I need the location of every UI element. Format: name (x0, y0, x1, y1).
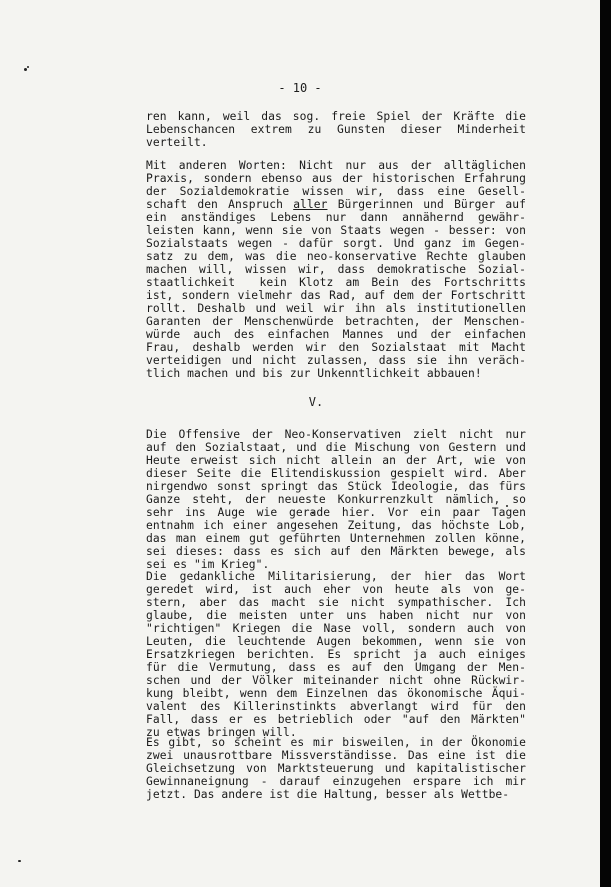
text-line: Die gedankliche Militarisierung, der hier das Wort (146, 570, 526, 583)
text-line: sei dieses: dass es sich auf den Märkten bewege, als (146, 545, 526, 558)
text-line: Heute erweist sich nicht allein an der Art, wie von (146, 454, 526, 467)
text-line: für die Vermutung, dass es auf den Umgang der Men- (146, 661, 526, 674)
text-line: ist, sondern vielmehr das Rad, auf dem der Fortschritt (146, 289, 526, 302)
text-line: auf den Sozialstaat, und die Mischung von Gestern und (146, 441, 526, 454)
text-line: satz zu dem, was die neo-konservative Rechte glauben (146, 250, 526, 263)
text-line: schaft den Anspruch aller Bürgerinnen und Bürger auf (146, 198, 526, 211)
text-line: geredet wird, ist auch eher von heute als von ge- (146, 583, 526, 596)
section-heading: V. (308, 395, 324, 409)
paragraph-4 (146, 570, 526, 739)
text-line: rollt. Deshalb und weil wir ihn als institutionellen (146, 302, 526, 315)
text-line: der Sozialdemokratie wissen wir, dass eine Gesell- (146, 185, 526, 198)
text-line: jetzt. Das andere ist die Haltung, besser als Wettbe- (146, 788, 510, 801)
text-line: Ersatzkriegen berichten. Es spricht ja auch einiges (146, 648, 526, 661)
scan-speck (18, 860, 21, 862)
text-line: verteilt. (146, 136, 208, 149)
text-line: "richtigen" Kriegen die Nase voll, sondern auch von (146, 622, 526, 635)
text-line: Ganze steht, der neueste Konkurrenzkult nämlich, so (146, 493, 526, 506)
paragraph-3 (146, 428, 526, 571)
text-line: schen und der Völker miteinander nicht ohne Rückwir- (146, 674, 526, 687)
text-line: zu etwas bringen will. (146, 726, 297, 739)
text-line: Frau, deshalb werden wir den Sozialstaat mit Macht (146, 341, 526, 354)
text-line: Lebenschancen extrem zu Gunsten dieser Minderheit (146, 123, 526, 136)
text-line: Gleichsetzung von Marktsteuerung und kapitalistischer (146, 762, 526, 775)
text-line: zwei unausrottbare Missverständisse. Das eine ist die (146, 749, 526, 762)
text-line: Leuten, die leuchtende Augen bekommen, wenn sie von (146, 635, 526, 648)
text-line: Gewinnaneignung - darauf einzugehen erspare ich mir (146, 775, 526, 788)
text-line: ein anständiges Lebens nur dann annähernd gewähr- (146, 211, 526, 224)
text-line: staatlichkeit kein Klotz am Bein des Fortschritts (146, 276, 526, 289)
paragraph-1 (146, 110, 526, 149)
text-line: Die Offensive der Neo-Konservativen zielt nicht nur (146, 428, 526, 441)
text-line: sei es "im Krieg". (146, 558, 270, 571)
text-line: ren kann, weil das sog. freie Spiel der Kräfte die (146, 110, 526, 123)
text-line: valent des Killerinstinkts abverlangt wird für den (146, 700, 526, 713)
text-line: kung bleibt, wenn dem Einzelnen das ökonomische Äqui- (146, 687, 526, 700)
text-line: Es gibt, so scheint es mir bisweilen, in der Ökonomie (146, 736, 526, 749)
paragraph-2 (146, 159, 526, 380)
text-line: leisten kann, wenn sie von Staats wegen - besser: von (146, 224, 526, 237)
text-line: Praxis, sondern ebenso aus der historischen Erfahrung (146, 172, 526, 185)
text-line: machen will, wissen wir, dass demokratische Sozial- (146, 263, 526, 276)
scan-speck (27, 66, 29, 68)
text-line: stern, aber das macht sie nicht sympathischer. Ich (146, 596, 526, 609)
text-line: Mit anderen Worten: Nicht nur aus der alltäglichen (146, 159, 526, 172)
text-line: tlich machen und bis zur Unkenntlichkeit abbauen! (146, 367, 482, 380)
scan-speck (24, 68, 27, 71)
text-line: sehr ins Auge wie gerade hier. Vor ein paar Tagen (146, 506, 526, 519)
text-line: verteidigen und nicht zulassen, dass sie ihn veräch- (146, 354, 526, 367)
text-line: Sozialstaats wegen - dafür sorgt. Und ganz im Gegen- (146, 237, 526, 250)
text-line: nirgendwo sonst springt das Stück Ideologie, das fürs (146, 480, 526, 493)
text-line: das man einem gut geführten Unternehmen zollen könne, (146, 532, 526, 545)
text-line: entnahm ich einer angesehen Zeitung, das höchste Lob, (146, 519, 526, 532)
text-line: Garanten der Menschenwürde betrachten, der Menschen- (146, 315, 526, 328)
scan-border (600, 0, 611, 887)
text-line: würde auch des einfachen Mannes und der einfachen (146, 328, 526, 341)
paragraph-5 (146, 736, 526, 801)
underlined-word: aller (293, 198, 328, 211)
text-line: dieser Seite die Elitendiskussion gespielt wird. Aber (146, 467, 526, 480)
page-number: - 10 - (278, 81, 322, 95)
text-line: Fall, dass er es betrieblich oder "auf den Märkten" (146, 713, 526, 726)
text-line: glaube, die meisten unter uns haben nicht nur von (146, 609, 526, 622)
